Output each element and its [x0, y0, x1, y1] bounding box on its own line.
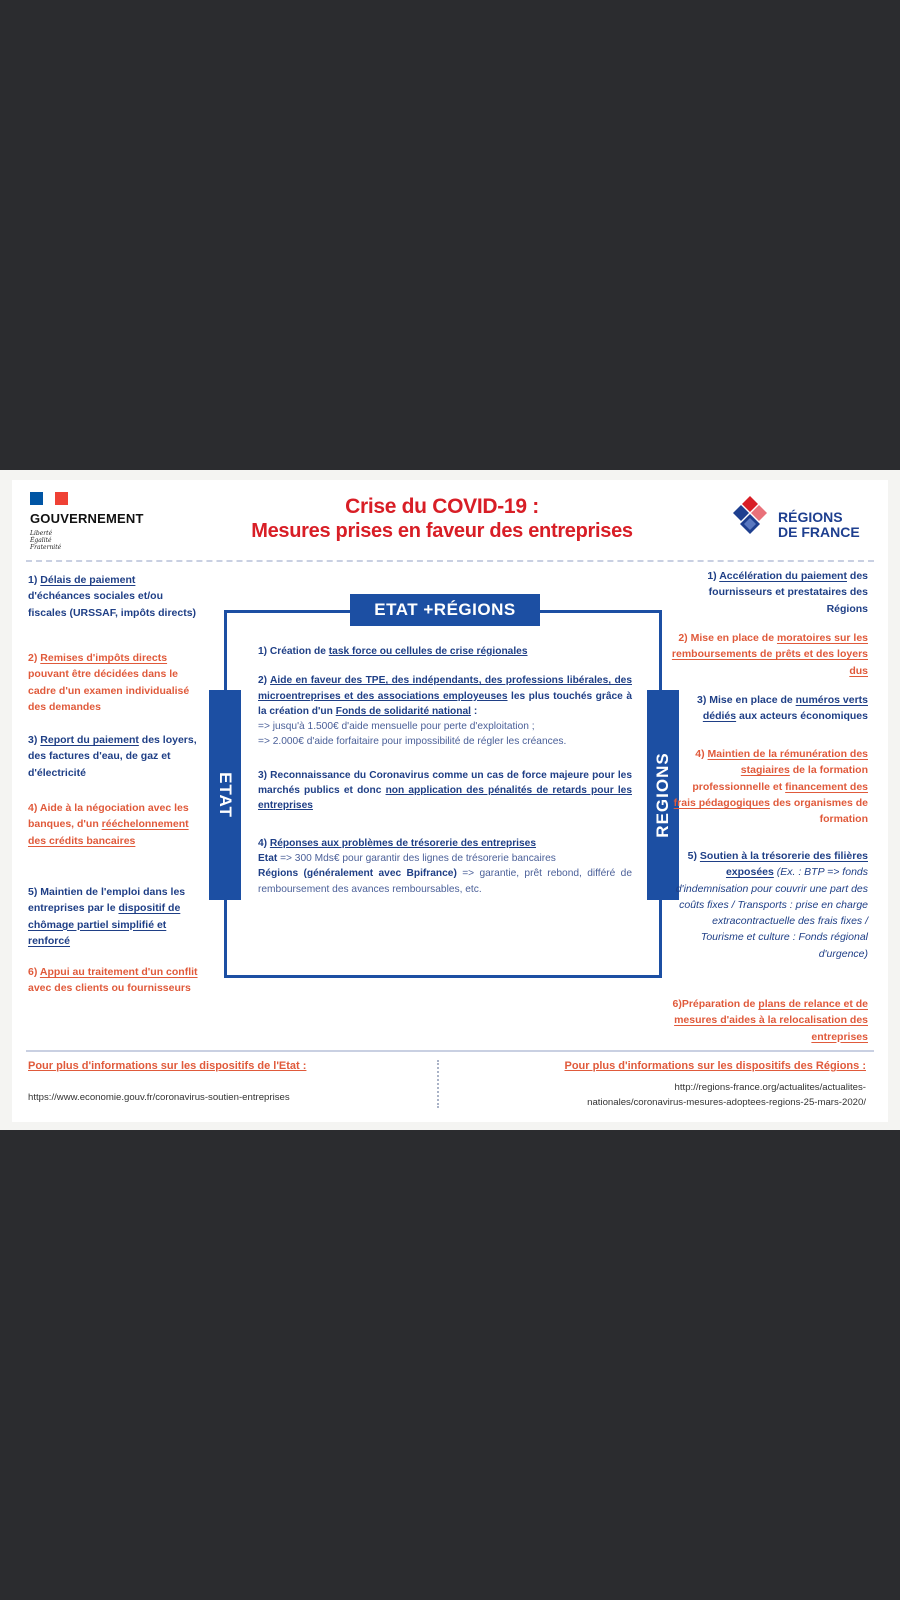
- title-line-1: Crise du COVID-19 :: [345, 495, 539, 518]
- etat-item-2: 2) Remises d'impôts directs pouvant être décidées dans le cadre d'un examen individualisé des demandes: [28, 652, 190, 713]
- etat-item-6: 6) Appui au traitement d'un conflit avec des clients ou fournisseurs: [28, 966, 198, 995]
- regions-diamond-icon: [726, 492, 776, 546]
- etat-item-1: 1) Délais de paiement d'échéances sociales et/ou fiscales (URSSAF, impôts directs): [28, 574, 197, 619]
- shared-item-2-bullet-1: => jusqu'à 1.500€ d'aide mensuelle pour perte d'exploitation ;: [258, 721, 535, 733]
- shared-measures: [258, 640, 632, 897]
- etat-info-title: Pour plus d'informations sur les dispositifs de l'Etat :: [28, 1060, 307, 1072]
- etat-tab: ETAT: [209, 690, 241, 900]
- shared-item-1: 1) Création de task force ou cellules de crise régionales: [258, 646, 528, 657]
- title-line-2: Mesures prises en faveur des entreprises: [251, 520, 633, 542]
- region-item-6: 6)Préparation de plans de relance et de mesures d'aides à la relocalisation des entreprises: [672, 998, 868, 1043]
- french-flag-icon: [30, 492, 68, 505]
- regions-info-title: Pour plus d'informations sur les dispositifs des Régions :: [564, 1060, 866, 1072]
- region-item-4: 4) Maintien de la rémunération des stagiaires de la formation professionnelle et financement des frais pédagogiques des organismes de formation: [673, 748, 868, 826]
- region-item-5: 5) Soutien à la trésorerie des filières exposées (Ex. : BTP => fonds d'indemnisation pour couvrir une part des coûts fixes / Transports : prise en charge extracontractuelle des frais fixes / Tourisme et culture : Fonds régional d'urgence): [675, 850, 868, 960]
- regions-logo-text: RÉGIONS DE FRANCE: [778, 509, 860, 540]
- infographic-sheet: [0, 470, 900, 1130]
- shared-item-2: 2) Aide en faveur des TPE, des indépendants, des professions libérales, des microentreprises et des associations employeuses les plus touchés grâce à la création d'un Fonds de solidarité national :: [258, 675, 633, 717]
- etat-item-5: 5) Maintien de l'emploi dans les entreprises par le dispositif de chômage partiel simplifié et renforcé: [28, 886, 186, 947]
- gouvernement-logo: [30, 492, 180, 551]
- shared-item-4: 4) Réponses aux problèmes de trésorerie des entreprises: [258, 837, 537, 849]
- footer-divider: [26, 1050, 874, 1052]
- header-divider: [26, 560, 874, 562]
- gov-motto: Liberté Égalité Fraternité: [30, 530, 62, 551]
- gov-name: GOUVERNEMENT: [30, 511, 144, 526]
- regions-measures-column: [668, 568, 868, 1043]
- regions-info-url[interactable]: http://regions-france.org/actualites/actualites- nationales/coronavirus-mesures-adoptees-regions-25-mars-2020/: [587, 1082, 866, 1108]
- etat-info-url[interactable]: https://www.economie.gouv.fr/coronavirus-soutien-entreprises: [28, 1092, 290, 1103]
- footer-separator: [437, 1060, 439, 1108]
- etat-measures-column: [28, 572, 200, 1042]
- region-item-1: 1) Accélération du paiement des fournisseurs et prestataires des Régions: [707, 570, 868, 615]
- region-item-2: 2) Mise en place de moratoires sur les remboursements de prêts et des loyers dus: [671, 632, 868, 677]
- regions-tab: REGIONS: [647, 690, 679, 900]
- shared-item-3: 3) Reconnaissance du Coronavirus comme un cas de force majeure pour les marchés publics et donc non application des pénalités de retards pour les entreprises: [258, 769, 632, 812]
- shared-item-2-bullet-2: => 2.000€ d'aide forfaitaire pour impossibilité de régler les créances.: [258, 736, 567, 748]
- etat-item-3: 3) Report du paiement des loyers, des factures d'eau, de gaz et d'électricité: [28, 734, 197, 779]
- page-title: [182, 494, 702, 544]
- shared-item-4-regions: Régions (généralement avec Bpifrance) => garantie, prêt rebond, différé de remboursement des avances remboursables, etc.: [258, 868, 632, 895]
- regions-de-france-logo: [726, 492, 866, 546]
- etat-item-4: 4) Aide à la négociation avec les banques, d'un rééchelonnement des crédits bancaires: [28, 802, 189, 847]
- infographic-card: [12, 480, 888, 1122]
- shared-item-4-etat: Etat => 300 Mds€ pour garantir des lignes de trésorerie bancaires: [258, 852, 556, 864]
- etat-regions-label: ETAT +RÉGIONS: [350, 594, 540, 626]
- region-item-3: 3) Mise en place de numéros verts dédiés aux acteurs économiques: [696, 694, 868, 723]
